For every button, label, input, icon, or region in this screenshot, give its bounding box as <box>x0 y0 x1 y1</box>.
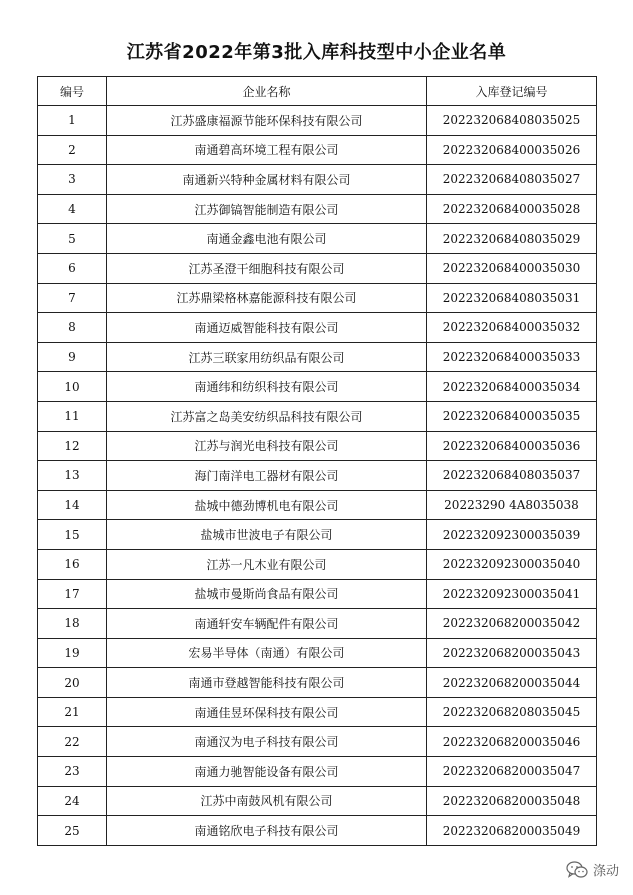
row-number: 21 <box>38 697 107 727</box>
row-company-name: 江苏圣澄干细胞科技有限公司 <box>107 253 427 283</box>
row-company-name: 南通铭欣电子科技有限公司 <box>107 816 427 846</box>
header-company-name: 企业名称 <box>107 77 427 106</box>
row-registration-code: 202232068408035027 <box>427 165 597 195</box>
row-company-name: 宏易半导体（南通）有限公司 <box>107 638 427 668</box>
row-number: 1 <box>38 106 107 136</box>
table-row <box>38 401 597 431</box>
table-row <box>38 638 597 668</box>
row-number: 5 <box>38 224 107 254</box>
table-row <box>38 283 597 313</box>
row-company-name: 南通纬和纺织科技有限公司 <box>107 372 427 402</box>
row-registration-code: 202232068400035034 <box>427 372 597 402</box>
row-company-name: 南通佳昱环保科技有限公司 <box>107 697 427 727</box>
row-company-name: 江苏与润光电科技有限公司 <box>107 431 427 461</box>
table-row <box>38 342 597 372</box>
row-registration-code: 202232068400035035 <box>427 401 597 431</box>
row-company-name: 江苏鼎梁格林嘉能源科技有限公司 <box>107 283 427 313</box>
table-row <box>38 194 597 224</box>
table-row <box>38 757 597 787</box>
table-row <box>38 313 597 343</box>
watermark <box>566 860 619 879</box>
row-number: 10 <box>38 372 107 402</box>
row-number: 23 <box>38 757 107 787</box>
row-number: 6 <box>38 253 107 283</box>
wechat-icon <box>566 861 588 879</box>
row-number: 13 <box>38 461 107 491</box>
row-registration-code: 202232068400035028 <box>427 194 597 224</box>
table-row <box>38 786 597 816</box>
row-company-name: 南通力驰智能设备有限公司 <box>107 757 427 787</box>
row-registration-code: 202232068200035046 <box>427 727 597 757</box>
page-title: 江苏省2022年第3批入库科技型中小企业名单 <box>126 42 507 63</box>
table-row <box>38 816 597 846</box>
table-row <box>38 461 597 491</box>
row-number: 14 <box>38 490 107 520</box>
row-company-name: 盐城市世波电子有限公司 <box>107 520 427 550</box>
row-number: 20 <box>38 668 107 698</box>
row-number: 2 <box>38 135 107 165</box>
row-company-name: 南通迈威智能科技有限公司 <box>107 313 427 343</box>
row-registration-code: 202232068200035047 <box>427 757 597 787</box>
table-row <box>38 106 597 136</box>
table-row <box>38 727 597 757</box>
row-number: 19 <box>38 638 107 668</box>
table-row <box>38 668 597 698</box>
row-registration-code: 202232092300035039 <box>427 520 597 550</box>
table-row <box>38 697 597 727</box>
table-row <box>38 135 597 165</box>
table-row <box>38 431 597 461</box>
row-registration-code: 20223290 4A8035038 <box>427 490 597 520</box>
table-row <box>38 520 597 550</box>
table-row <box>38 609 597 639</box>
row-registration-code: 202232068208035045 <box>427 697 597 727</box>
row-number: 22 <box>38 727 107 757</box>
row-registration-code: 202232068408035025 <box>427 106 597 136</box>
table-body <box>38 106 597 846</box>
row-company-name: 南通轩安车辆配件有限公司 <box>107 609 427 639</box>
watermark-text: 涤动 <box>592 864 619 879</box>
row-number: 15 <box>38 520 107 550</box>
row-registration-code: 202232068408035029 <box>427 224 597 254</box>
row-number: 17 <box>38 579 107 609</box>
row-registration-code: 202232068400035026 <box>427 135 597 165</box>
row-company-name: 江苏一凡木业有限公司 <box>107 549 427 579</box>
row-number: 3 <box>38 165 107 195</box>
row-company-name: 南通市登越智能科技有限公司 <box>107 668 427 698</box>
row-number: 7 <box>38 283 107 313</box>
table-header-row <box>38 77 597 106</box>
row-registration-code: 202232068200035048 <box>427 786 597 816</box>
row-company-name: 盐城市曼斯尚食品有限公司 <box>107 579 427 609</box>
table-row <box>38 165 597 195</box>
row-company-name: 江苏中南鼓风机有限公司 <box>107 786 427 816</box>
table-row <box>38 253 597 283</box>
row-company-name: 南通碧高环境工程有限公司 <box>107 135 427 165</box>
row-registration-code: 202232068400035030 <box>427 253 597 283</box>
row-registration-code: 202232092300035041 <box>427 579 597 609</box>
row-company-name: 江苏富之岛美安纺织品科技有限公司 <box>107 401 427 431</box>
row-number: 25 <box>38 816 107 846</box>
row-company-name: 南通新兴特种金属材料有限公司 <box>107 165 427 195</box>
row-registration-code: 202232068400035036 <box>427 431 597 461</box>
row-registration-code: 202232068200035043 <box>427 638 597 668</box>
table-row <box>38 372 597 402</box>
row-registration-code: 202232068408035037 <box>427 461 597 491</box>
row-company-name: 江苏盛康福源节能环保科技有限公司 <box>107 106 427 136</box>
row-number: 18 <box>38 609 107 639</box>
row-number: 16 <box>38 549 107 579</box>
row-company-name: 江苏三联家用纺织品有限公司 <box>107 342 427 372</box>
table-row <box>38 224 597 254</box>
company-table <box>37 76 597 846</box>
header-number: 编号 <box>38 77 107 106</box>
table-row <box>38 549 597 579</box>
row-number: 4 <box>38 194 107 224</box>
row-number: 8 <box>38 313 107 343</box>
row-registration-code: 202232092300035040 <box>427 549 597 579</box>
row-registration-code: 202232068200035042 <box>427 609 597 639</box>
row-number: 11 <box>38 401 107 431</box>
table-row <box>38 579 597 609</box>
row-number: 9 <box>38 342 107 372</box>
row-registration-code: 202232068400035033 <box>427 342 597 372</box>
row-number: 12 <box>38 431 107 461</box>
row-registration-code: 202232068400035032 <box>427 313 597 343</box>
row-company-name: 南通金鑫电池有限公司 <box>107 224 427 254</box>
row-company-name: 盐城中德劲博机电有限公司 <box>107 490 427 520</box>
row-registration-code: 202232068200035049 <box>427 816 597 846</box>
table-row <box>38 490 597 520</box>
row-company-name: 海门南洋电工器材有限公司 <box>107 461 427 491</box>
row-company-name: 南通汉为电子科技有限公司 <box>107 727 427 757</box>
row-number: 24 <box>38 786 107 816</box>
header-registration-code: 入库登记编号 <box>427 77 597 106</box>
row-registration-code: 202232068408035031 <box>427 283 597 313</box>
row-registration-code: 202232068200035044 <box>427 668 597 698</box>
row-company-name: 江苏御镐智能制造有限公司 <box>107 194 427 224</box>
